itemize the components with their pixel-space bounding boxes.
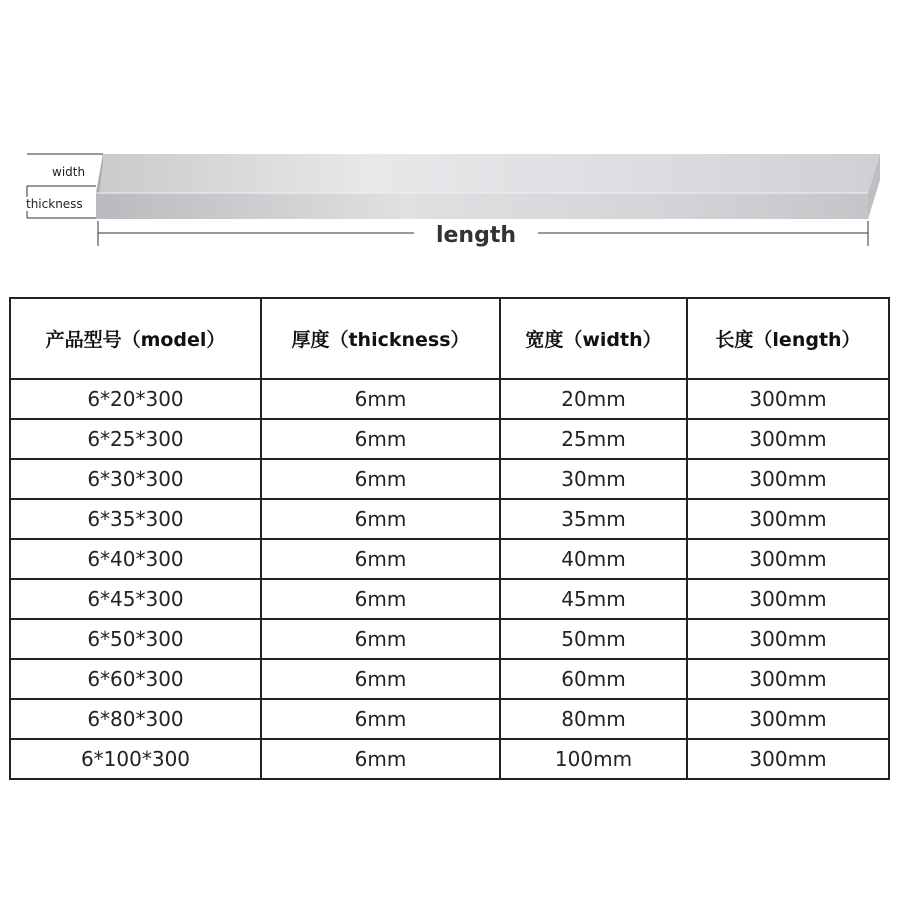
table-row xyxy=(10,579,889,619)
cell-length: 300mm xyxy=(687,379,889,419)
cell-model: 6*30*300 xyxy=(10,459,261,499)
cell-width: 20mm xyxy=(500,379,687,419)
cell-model: 6*100*300 xyxy=(10,739,261,779)
cell-model: 6*80*300 xyxy=(10,699,261,739)
cell-width: 40mm xyxy=(500,539,687,579)
length-label: length xyxy=(414,222,538,250)
cell-model: 6*40*300 xyxy=(10,539,261,579)
cell-model: 6*20*300 xyxy=(10,379,261,419)
cell-length: 300mm xyxy=(687,539,889,579)
cell-model: 6*50*300 xyxy=(10,619,261,659)
header-width: 宽度（width） xyxy=(500,298,687,379)
thickness-label: thickness xyxy=(26,197,83,211)
cell-thickness: 6mm xyxy=(261,739,500,779)
steel-bar-illustration xyxy=(0,0,900,260)
cell-model: 6*45*300 xyxy=(10,579,261,619)
cell-width: 100mm xyxy=(500,739,687,779)
cell-thickness: 6mm xyxy=(261,459,500,499)
cell-length: 300mm xyxy=(687,739,889,779)
cell-thickness: 6mm xyxy=(261,379,500,419)
cell-thickness: 6mm xyxy=(261,659,500,699)
header-model: 产品型号（model） xyxy=(10,298,261,379)
product-diagram xyxy=(0,0,900,260)
specification-table xyxy=(9,297,890,780)
table-header-row xyxy=(10,298,889,379)
table-row xyxy=(10,539,889,579)
table-row xyxy=(10,739,889,779)
cell-width: 80mm xyxy=(500,699,687,739)
table-row xyxy=(10,459,889,499)
cell-thickness: 6mm xyxy=(261,419,500,459)
table-row xyxy=(10,619,889,659)
cell-thickness: 6mm xyxy=(261,699,500,739)
width-label: width xyxy=(52,165,86,179)
cell-length: 300mm xyxy=(687,619,889,659)
cell-width: 60mm xyxy=(500,659,687,699)
cell-width: 45mm xyxy=(500,579,687,619)
cell-width: 35mm xyxy=(500,499,687,539)
cell-length: 300mm xyxy=(687,499,889,539)
header-length: 长度（length） xyxy=(687,298,889,379)
bar-top-face xyxy=(96,154,880,193)
cell-thickness: 6mm xyxy=(261,539,500,579)
table-row xyxy=(10,659,889,699)
cell-length: 300mm xyxy=(687,699,889,739)
cell-length: 300mm xyxy=(687,579,889,619)
cell-length: 300mm xyxy=(687,659,889,699)
cell-model: 6*25*300 xyxy=(10,419,261,459)
header-thickness: 厚度（thickness） xyxy=(261,298,500,379)
cell-width: 50mm xyxy=(500,619,687,659)
cell-length: 300mm xyxy=(687,459,889,499)
table-row xyxy=(10,699,889,739)
bar-front-face xyxy=(96,193,868,219)
cell-model: 6*35*300 xyxy=(10,499,261,539)
cell-thickness: 6mm xyxy=(261,499,500,539)
table-row xyxy=(10,419,889,459)
cell-model: 6*60*300 xyxy=(10,659,261,699)
cell-thickness: 6mm xyxy=(261,579,500,619)
cell-thickness: 6mm xyxy=(261,619,500,659)
cell-length: 300mm xyxy=(687,419,889,459)
cell-width: 30mm xyxy=(500,459,687,499)
table-row xyxy=(10,499,889,539)
table-row xyxy=(10,379,889,419)
cell-width: 25mm xyxy=(500,419,687,459)
